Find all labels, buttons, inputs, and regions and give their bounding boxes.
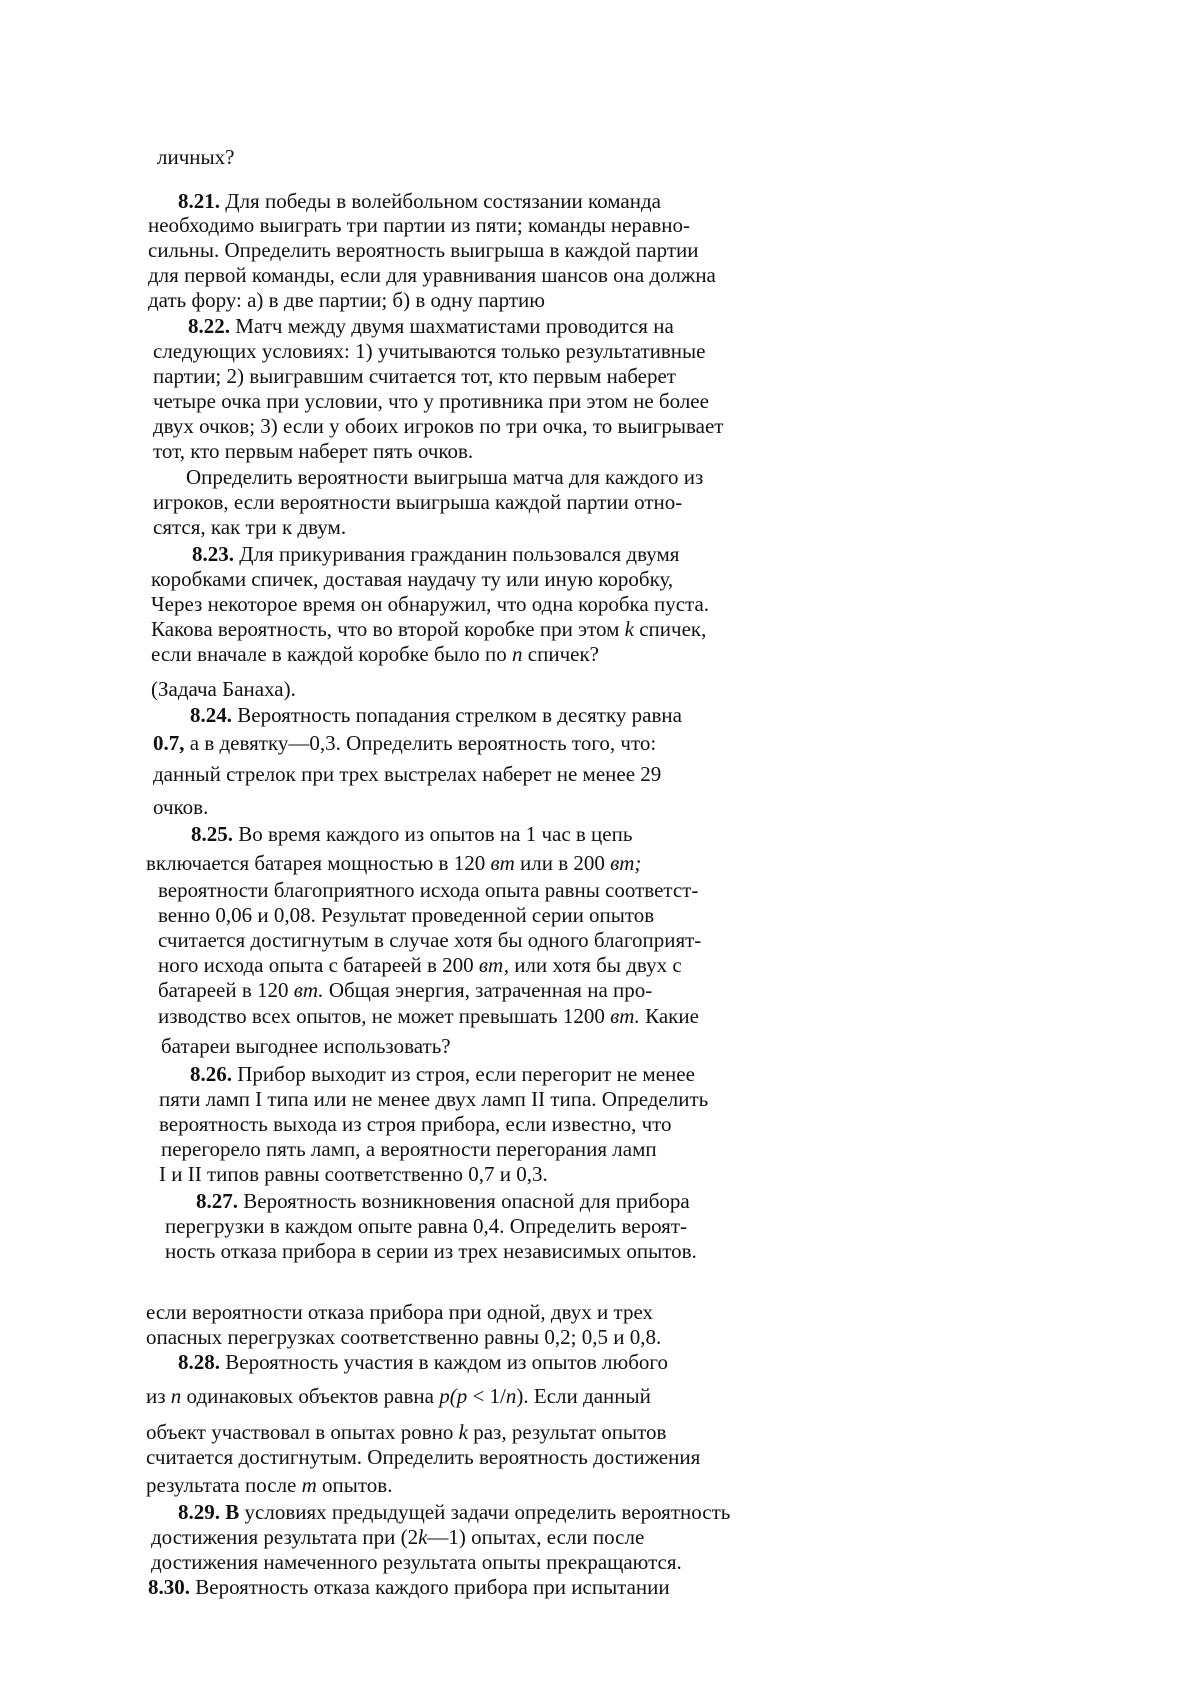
text-line <box>151 1550 682 1575</box>
line-text: опасных перегрузках соответственно равны 0,2; 0,5 и 0,8. <box>146 1325 662 1349</box>
line-text: ность отказа прибора в серии из трех независимых опытов. <box>165 1239 697 1263</box>
text-line <box>153 364 676 389</box>
text-line <box>146 851 641 876</box>
line-text: или в 200 <box>514 851 611 875</box>
text-line <box>158 903 654 928</box>
text-line <box>151 592 709 617</box>
line-text: данный стрелок при трех выстрелах наберет не менее 29 <box>153 762 662 786</box>
math-variable: m <box>301 1473 317 1497</box>
text-line <box>146 1445 700 1470</box>
line-text: ). Если данный <box>516 1384 651 1408</box>
text-line <box>186 465 703 490</box>
problem-8-26-heading <box>190 1062 695 1087</box>
line-text: венно 0,06 и 0,08. Результат проведенной серии опытов <box>158 903 655 927</box>
text-line <box>161 1137 657 1162</box>
line-text: спичек, <box>633 617 707 641</box>
line-text: объект участвовал в опытах ровно <box>146 1420 459 1444</box>
line-text: результата после <box>146 1473 302 1497</box>
line-text: сильны. Определить вероятность выигрыша в каждой партии <box>148 238 699 262</box>
line-text: партии; 2) выигравшим считается тот, кто первым наберет <box>153 364 676 388</box>
line-text: сятся, как три к двум. <box>153 515 347 539</box>
problem-8-27-heading <box>196 1189 690 1214</box>
text-line <box>148 288 545 313</box>
line-text: следующих условиях: 1) учитываются только результативные <box>153 339 706 363</box>
text-line <box>151 677 296 702</box>
line-text: вероятности благоприятного исхода опыта равны соответст- <box>158 878 699 902</box>
line-text: Во время каждого из опытов на 1 час в цепь <box>233 822 633 846</box>
problem-number: 8.25. <box>191 822 233 846</box>
text-line <box>148 238 699 263</box>
problem-number: 8.27. <box>196 1189 238 1213</box>
text-line <box>158 1004 699 1029</box>
math-variable: k <box>458 1420 468 1444</box>
math-variable: p(p <box>439 1384 468 1408</box>
problem-8-24-heading <box>190 703 682 728</box>
line-text: четыре очка при условии, что у противника при этом не более <box>153 389 709 413</box>
problem-8-21-heading <box>178 189 661 214</box>
line-text: (Задача Банаха). <box>151 677 296 701</box>
line-text: условиях предыдущей задачи определить вероятность <box>239 1500 731 1524</box>
line-text: если вначале в каждой коробке было по <box>151 642 513 666</box>
line-text: —1) опытах, если после <box>427 1525 645 1549</box>
value-bold: 0.7, <box>153 731 185 755</box>
text-line <box>159 1112 672 1137</box>
line-text: Определить вероятности выигрыша матча для каждого из <box>186 465 704 489</box>
text-line <box>153 515 346 540</box>
problem-number: 8.24. <box>190 703 232 727</box>
line-text: Какие <box>639 1004 699 1028</box>
problem-number: 8.26. <box>190 1062 232 1086</box>
line-text: ного исхода опыта с батареей в 200 <box>158 953 479 977</box>
text-line <box>159 1162 548 1187</box>
line-text: личных? <box>157 145 235 169</box>
text-line <box>153 731 656 756</box>
line-text: < 1/ <box>467 1384 506 1408</box>
line-text: Вероятность попадания стрелком в десятку равна <box>232 703 682 727</box>
text-line <box>165 1239 697 1264</box>
problem-number: 8.21. <box>178 189 220 213</box>
problem-8-22-heading <box>188 314 674 339</box>
line-text: перегрузки в каждом опыте равна 0,4. Определить вероят- <box>165 1214 688 1238</box>
text-line <box>158 878 698 903</box>
unit-variable: вт <box>490 851 515 875</box>
text-line <box>146 1473 392 1498</box>
line-text: из <box>146 1384 171 1408</box>
problem-number: 8.22. <box>188 314 230 338</box>
line-text: коробками спичек, доставая наудачу ту или иную коробку, <box>151 567 674 591</box>
line-text: Для победы в волейбольном состязании команда <box>220 189 661 213</box>
text-line <box>153 414 723 439</box>
text-line <box>151 1525 644 1550</box>
text-line <box>151 642 599 667</box>
unit-variable: вт; <box>610 851 642 875</box>
line-text: достижения намеченного результата опыты прекращаются. <box>151 1550 682 1574</box>
math-variable: k <box>418 1525 428 1549</box>
line-text: Общая энергия, затраченная на про- <box>323 978 653 1002</box>
line-text: вероятность выхода из строя прибора, если известно, что <box>159 1112 672 1136</box>
text-line <box>151 617 706 642</box>
line-text: Для прикуривания гражданин пользовался двумя <box>234 542 680 566</box>
line-text: игроков, если вероятности выигрыша каждой партии отно- <box>153 490 683 514</box>
text-line <box>146 1325 661 1350</box>
text-line <box>158 978 652 1003</box>
text-line <box>153 439 473 464</box>
unit-variable: вт. <box>293 978 324 1002</box>
line-text: или хотя бы двух с <box>508 953 682 977</box>
text-line <box>153 762 661 787</box>
line-text: изводство всех опытов, не может превышать 1200 <box>158 1004 611 1028</box>
line-text: I и II типов равны соответственно 0,7 и 0,3. <box>159 1162 548 1186</box>
line-text: батареи выгоднее использовать? <box>161 1034 451 1058</box>
unit-variable: вт. <box>610 1004 640 1028</box>
line-text: Какова вероятность, что во второй коробке при этом <box>151 617 625 641</box>
line-text: если вероятности отказа прибора при одной, двух и трех <box>146 1300 654 1324</box>
problem-8-29-heading <box>178 1500 730 1525</box>
line-text: достижения результата при (2 <box>151 1525 419 1549</box>
text-line <box>146 1300 653 1325</box>
line-text: батареей в 120 <box>158 978 294 1002</box>
problem-number: 8.28. <box>178 1350 220 1374</box>
line-text: перегорело пять ламп, а вероятности перегорания ламп <box>161 1137 657 1161</box>
line-text: включается батарея мощностью в 120 <box>146 851 491 875</box>
text-line <box>158 953 682 978</box>
text-line <box>153 339 705 364</box>
line-text: считается достигнутым. Определить вероятность достижения <box>146 1445 701 1469</box>
line-text: раз, результат опытов <box>467 1420 667 1444</box>
text-line <box>148 213 690 238</box>
text-line <box>161 1034 451 1059</box>
line-text: дать фору: а) в две партии; б) в одну партию <box>148 288 545 312</box>
text-line <box>157 145 234 170</box>
math-variable: n <box>505 1384 517 1408</box>
text-line <box>153 795 208 820</box>
line-text: для первой команды, если для уравнивания шансов она должна <box>148 263 716 287</box>
line-text: а в девятку—0,3. Определить вероятность того, что: <box>184 731 657 755</box>
text-line <box>158 928 701 953</box>
math-variable: k <box>624 617 634 641</box>
problem-number: 8.30. <box>148 1575 190 1599</box>
line-text: очков. <box>153 795 209 819</box>
math-variable: n <box>170 1384 182 1408</box>
text-line <box>159 1087 708 1112</box>
problem-number: 8.23. <box>192 542 234 566</box>
problem-8-30-heading <box>148 1575 670 1600</box>
problem-8-28-heading <box>178 1350 668 1375</box>
unit-variable: вт, <box>478 953 509 977</box>
text-line <box>146 1384 651 1409</box>
problem-8-25-heading <box>191 822 632 847</box>
line-text: тот, кто первым наберет пять очков. <box>153 439 474 463</box>
line-text: одинаковых объектов равна <box>181 1384 440 1408</box>
text-line <box>148 263 716 288</box>
line-text: Прибор выходит из строя, если перегорит не менее <box>232 1062 695 1086</box>
line-text: считается достигнутым в случае хотя бы одного благоприят- <box>158 928 702 952</box>
line-text: спичек? <box>522 642 599 666</box>
line-text: опытов. <box>316 1473 393 1497</box>
text-line <box>151 567 673 592</box>
problem-number: 8.29. В <box>178 1500 240 1524</box>
line-text: Вероятность возникновения опасной для прибора <box>238 1189 690 1213</box>
math-variable: n <box>512 642 523 666</box>
line-text: необходимо выиграть три партии из пяти; команды неравно- <box>148 213 690 237</box>
line-text: Через некоторое время он обнаружил, что одна коробка пуста. <box>151 592 710 616</box>
text-line <box>146 1420 666 1445</box>
text-line <box>165 1214 687 1239</box>
line-text: Матч между двумя шахматистами проводится на <box>230 314 674 338</box>
text-line <box>153 490 682 515</box>
text-line <box>153 389 709 414</box>
line-text: пяти ламп I типа или не менее двух ламп II типа. Определить <box>159 1087 709 1111</box>
line-text: Вероятность участия в каждом из опытов любого <box>220 1350 668 1374</box>
line-text: Вероятность отказа каждого прибора при испытании <box>190 1575 670 1599</box>
problem-8-23-heading <box>192 542 679 567</box>
line-text: двух очков; 3) если у обоих игроков по три очка, то выигрывает <box>153 414 724 438</box>
